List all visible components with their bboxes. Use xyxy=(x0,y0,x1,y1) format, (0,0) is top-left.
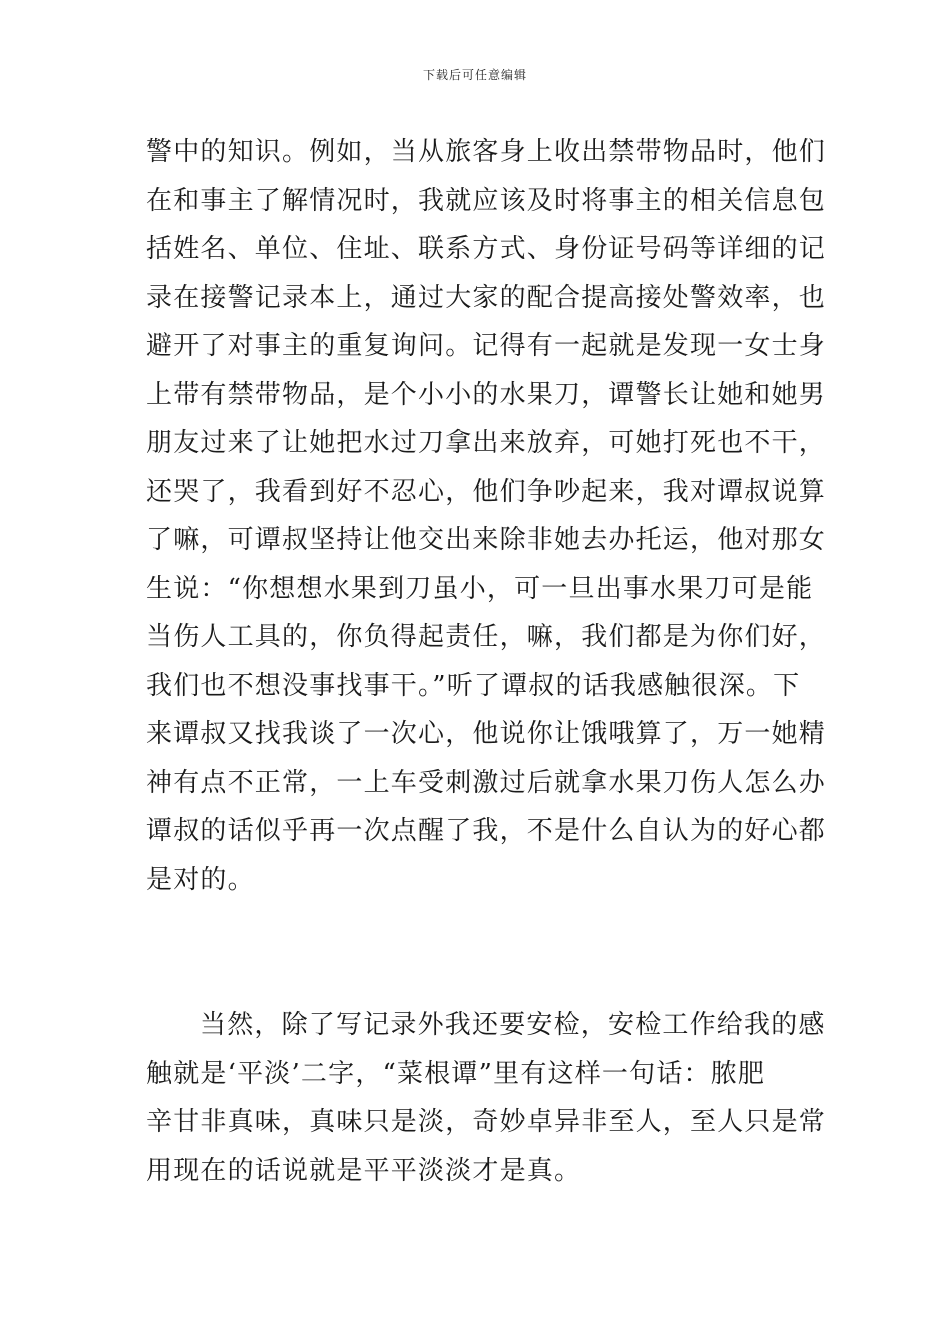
text-line: 录在接警记录本上，通过大家的配合提高接处警效率，也 xyxy=(146,282,827,313)
paragraph xyxy=(146,1001,827,1195)
text-line: 避开了对事主的重复询问。记得有一起就是发现一女士身 xyxy=(146,331,827,361)
text-line: 来谭叔又找我谈了一次心，他说你让饿哦算了，万一她精 xyxy=(146,719,827,749)
text-line: 括姓名、单位、住址、联系方式、身份证号码等详细的记 xyxy=(146,234,827,264)
text-line: 触就是‘平淡’二字，“菜根谭”里有这样一句话：脓肥 xyxy=(146,1058,766,1089)
text-line: 是对的。 xyxy=(146,864,255,895)
text-line: 用现在的话说就是平平淡淡才是真。 xyxy=(146,1155,582,1186)
text-line: 了嘛，可谭叔坚持让他交出来除非她去办托运，他对那女 xyxy=(146,525,827,555)
text-line: 谭叔的话似乎再一次点醒了我，不是什么自认为的好心都 xyxy=(146,816,827,846)
text-line: 神有点不正常，一上车受刺激过后就拿水果刀伤人怎么办 xyxy=(146,767,827,798)
text-line: 警中的知识。例如，当从旅客身上收出禁带物品时，他们 xyxy=(146,137,827,167)
text-line: 还哭了，我看到好不忍心，他们争吵起来，我对谭叔说算 xyxy=(146,476,827,507)
text-line: 生说：“你想想水果到刀虽小，可一旦出事水果刀可是能 xyxy=(146,573,814,604)
paragraph xyxy=(146,128,827,904)
text-line: 当伤人工具的，你负得起责任，嘛，我们都是为你们好， xyxy=(146,622,827,652)
text-line: 上带有禁带物品，是个小小的水果刀，谭警长让她和她男 xyxy=(146,379,827,410)
document-body xyxy=(146,128,827,1195)
text-line: 我们也不想没事找事干。”听了谭叔的话我感触很深。下 xyxy=(146,670,801,701)
page-header: 下载后可任意编辑 xyxy=(422,68,527,82)
paragraph-spacer xyxy=(146,904,811,1001)
text-line: 朋友过来了让她把水过刀拿出来放弃，可她打死也不干， xyxy=(146,428,827,458)
text-line: 在和事主了解情况时，我就应该及时将事主的相关信息包 xyxy=(146,185,827,216)
text-line: 辛甘非真味，真味只是淡，奇妙卓异非至人，至人只是常 xyxy=(146,1107,827,1137)
text-line: 当然，除了写记录外我还要安检，安检工作给我的感 xyxy=(200,1010,826,1040)
